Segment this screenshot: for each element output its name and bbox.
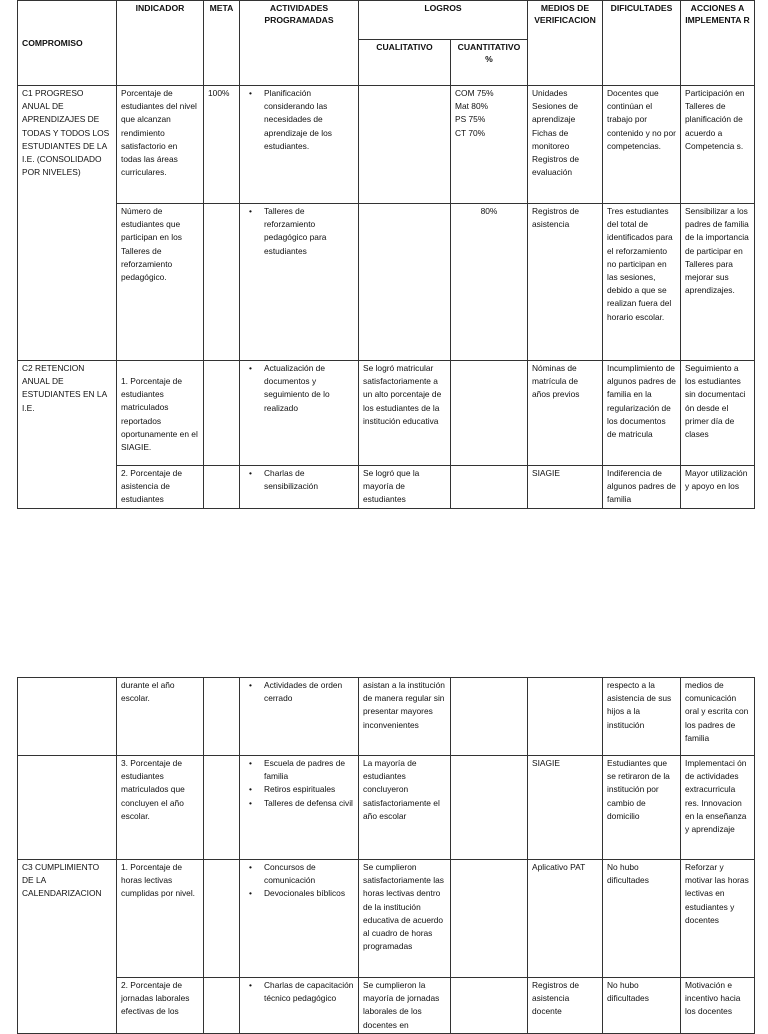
acciones-cell: Implementaci ón de actividades extracurricula res. Innovacion en la enseñanza y aprendizaje [681,756,755,860]
indicador-cell: 2. Porcentaje de asistencia de estudiantes [117,466,204,509]
dificultades-cell: respecto a la asistencia de sus hijos a la institución [603,678,681,756]
actividad-item: • Talleres de reforzamiento pedagógico para estudiantes [264,205,354,258]
table-row-c3-1 [18,860,755,978]
meta-cell [204,678,240,756]
header-cualitativo: CUALITATIVO [359,40,451,86]
acciones-cell: Sensibilizar a los padres de familia de la importancia de participar en Talleres para mejorar sus aprendizajes. [681,204,755,361]
actividad-item: • Charlas de sensibilización [264,467,354,493]
actividades-cell [240,361,359,466]
table-row-c3-2 [18,978,755,1034]
cualitativo-cell: Se cumplieron la mayoría de jornadas laborales de los docentes en [359,978,451,1034]
cuantitativo-cell [451,978,528,1034]
header-compromiso: COMPROMISO [18,1,117,86]
meta-cell: 100% [204,86,240,204]
actividad-item: • Concursos de comunicación [264,861,354,887]
page-1 [17,0,754,509]
dificultades-cell: Incumplimiento de algunos padres de familia en la regularización de los documentos de matricula [603,361,681,466]
header-acciones: ACCIONES A IMPLEMENTA R [681,1,755,86]
cualitativo-cell: Se logró matricular satisfactoriamente a un alto porcentaje de los estudiantes de la institución educativa [359,361,451,466]
table-row-c2-3 [18,756,755,860]
acciones-cell: Motivación e incentivo hacia los docentes [681,978,755,1034]
medios-cell: Registros de asistencia [528,204,603,361]
header-logros: LOGROS [359,1,528,40]
actividad-item: • Retiros espirituales [264,783,354,796]
indicador-cell: durante el año escolar. [117,678,204,756]
meta-cell [204,361,240,466]
cuantitativo-value: PS 75% [455,114,486,125]
cualitativo-cell: Se logró que la mayoría de estudiantes [359,466,451,509]
actividades-cell [240,860,359,978]
header-cuantitativo: CUANTITATIVO % [451,40,528,86]
cuantitativo-value: COM 75% [455,88,494,98]
cuantitativo-value: Mat 80% [455,101,489,112]
actividades-cell [240,204,359,361]
table-row-c1-2 [18,204,755,361]
cuantitativo-cell [451,756,528,860]
table-row-c2-1 [18,361,755,466]
header-indicador: INDICADOR [117,1,204,86]
cuantitativo-cell [451,466,528,509]
header-actividades: ACTIVIDADES PROGRAMADAS [240,1,359,86]
compromiso-cell [18,678,117,756]
meta-cell [204,978,240,1034]
dificultades-cell: No hubo dificultades [603,860,681,978]
compromiso-c3: C3 CUMPLIMIENTO DE LA CALENDARIZACION [18,860,117,1034]
dificultades-cell: Indiferencia de algunos padres de familia [603,466,681,509]
medios-cell: Nóminas de matrícula de años previos [528,361,603,466]
compromiso-cell [18,756,117,860]
header-row-1 [18,1,755,40]
meta-cell [204,466,240,509]
actividades-cell [240,86,359,204]
acciones-cell: medios de comunicación oral y escrita con los padres de familia [681,678,755,756]
dificultades-cell: Estudiantes que se retiraron de la institución por cambio de domicilio [603,756,681,860]
medios-cell [528,678,603,756]
meta-cell [204,860,240,978]
table-row-continuation [18,678,755,756]
cuantitativo-cell [451,86,528,204]
actividad-item: • Talleres de defensa civil [264,797,354,810]
cualitativo-cell: asistan a la institución de manera regular sin presentar mayores inconvenientes [359,678,451,756]
compromisos-table-page-2 [17,677,755,1034]
actividad-item: • Planificación considerando las necesidades de aprendizaje de los estudiantes. [264,87,354,153]
header-medios: MEDIOS DE VERIFICACION [528,1,603,86]
cualitativo-cell: Se cumplieron satisfactoriamente las horas lectivas dentro de la institución educativa de acuerdo al cuadro de horas programadas [359,860,451,978]
indicador-cell: 1. Porcentaje de horas lectivas cumplidas por nivel. [117,860,204,978]
cuantitativo-cell: 80% [451,204,528,361]
actividades-cell [240,756,359,860]
medios-cell: Aplicativo PAT [528,860,603,978]
cuantitativo-cell [451,678,528,756]
indicador-cell: Porcentaje de estudiantes del nivel que alcanzan rendimiento satisfactorio en todas las áreas curriculares. [117,86,204,204]
medios-cell: Unidades Sesiones de aprendizaje Fichas de monitoreo Registros de evaluación [528,86,603,204]
dificultades-cell: No hubo dificultades [603,978,681,1034]
medios-cell: Registros de asistencia docente [528,978,603,1034]
acciones-cell: Mayor utilización y apoyo en los [681,466,755,509]
actividad-item: • Actividades de orden cerrado [264,679,354,705]
indicador-cell: 1. Porcentaje de estudiantes matriculados reportados oportunamente en el SIAGIE. [117,361,204,466]
cualitativo-cell [359,204,451,361]
actividad-item: • Devocionales bíblicos [264,887,354,900]
cuantitativo-value: CT 70% [455,127,486,138]
indicador-cell: 3. Porcentaje de estudiantes matriculados que concluyen el año escolar. [117,756,204,860]
actividades-cell [240,678,359,756]
table-row-c2-2 [18,466,755,509]
acciones-cell: Reforzar y motivar las horas lectivas en estudiantes y docentes [681,860,755,978]
medios-cell: SIAGIE [528,756,603,860]
actividades-cell [240,978,359,1034]
compromisos-table-page-1 [17,0,755,509]
page-2 [17,677,754,1034]
actividad-item: • Charlas de capacitación técnico pedagógico [264,979,354,1005]
header-meta: META [204,1,240,86]
meta-cell [204,204,240,361]
header-dificultades: DIFICULTADES [603,1,681,86]
cualitativo-cell: La mayoría de estudiantes concluyeron satisfactoriamente el año escolar [359,756,451,860]
acciones-cell: Participación en Talleres de planificación de acuerdo a Competencia s. [681,86,755,204]
cuantitativo-cell [451,361,528,466]
acciones-cell: Seguimiento a los estudiantes sin documentaci ón desde el primer día de clases [681,361,755,466]
table-row-c1-1 [18,86,755,204]
indicador-cell: Número de estudiantes que participan en los Talleres de reforzamiento pedagógico. [117,204,204,361]
dificultades-cell: Tres estudiantes del total de identificados para el reforzamiento no participan en las sesiones, debido a que se realizan fuera del horario escolar. [603,204,681,361]
dificultades-cell: Docentes que continúan el trabajo por contenido y no por competencias. [603,86,681,204]
compromiso-c2: C2 RETENCION ANUAL DE ESTUDIANTES EN LA I.E. [18,361,117,509]
medios-cell: SIAGIE [528,466,603,509]
actividad-item: • Escuela de padres de familia [264,757,354,783]
actividad-item: • Actualización de documentos y seguimiento de lo realizado [264,362,354,415]
meta-cell [204,756,240,860]
indicador-cell: 2. Porcentaje de jornadas laborales efectivas de los [117,978,204,1034]
compromiso-c1: C1 PROGRESO ANUAL DE APRENDIZAJES DE TODAS Y TODOS LOS ESTUDIANTES DE LA I.E. (CONSOLIDADO POR NIVELES) [18,86,117,361]
actividades-cell [240,466,359,509]
cuantitativo-cell [451,860,528,978]
cualitativo-cell [359,86,451,204]
